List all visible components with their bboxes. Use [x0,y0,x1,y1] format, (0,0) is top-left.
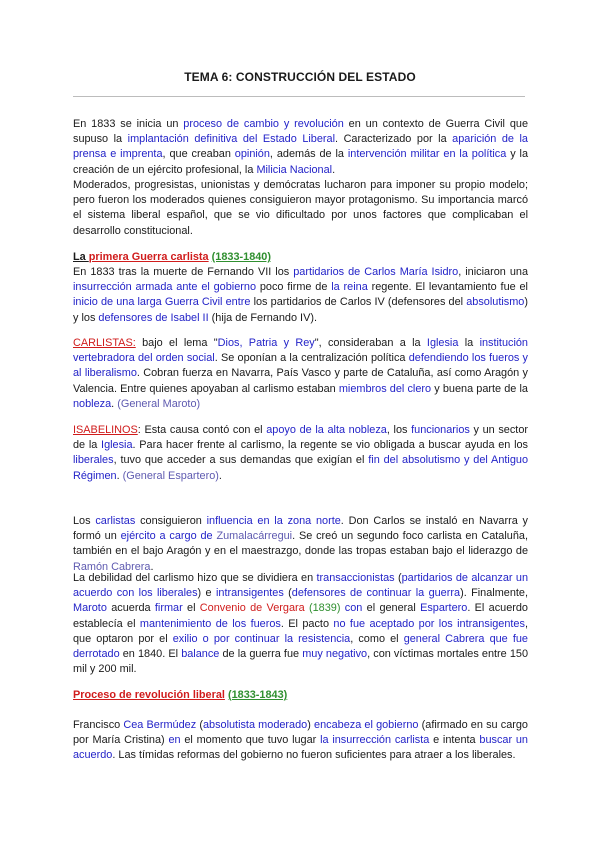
debilidad-carlismo-paragraph-span: defensores de continuar la guerra [291,587,461,600]
revolucion-liberal-paragraph-span: absolutista moderado [202,719,308,731]
debilidad-carlismo-paragraph-span: ( [394,572,402,584]
isabelinos-paragraph-span: Iglesia [101,439,133,452]
carlistas-paragraph-span: . Se oponían a la centralización política [214,352,409,365]
debilidad-carlismo-paragraph-span: , con víctimas mortales entre 150 mil y 200 mil. [73,648,529,676]
guerra-carlista-paragraph-span: poco firme de [256,281,332,294]
guerra-carlista-paragraph-span: insurrección armada ante el gobierno [73,281,257,294]
guerra-carlista-paragraph-span: En 1833 tras la muerte de Fernando VII los [73,266,294,278]
isabelinos-paragraph-span: , tuvo que acceder a sus demandas que exigían el [113,454,369,467]
revolucion-liberal-paragraph-span: la insurrección carlista [320,734,430,747]
guerra-carlista-paragraph-span: absolutismo [466,296,525,309]
intro-paragraph-1-span: En 1833 se inicia un [73,118,184,130]
carlistas-paragraph-span: Iglesia [426,337,459,349]
isabelinos-paragraph-span: y un sector de la [73,424,529,452]
heading-revolucion-liberal [73,688,528,703]
carlistas-influencia-paragraph-span: Ramón Cabrera [73,560,151,573]
debilidad-carlismo-paragraph-span: ) e [197,587,216,600]
debilidad-carlismo-paragraph-span: con [344,602,363,615]
carlistas-influencia-paragraph-span: ejército a cargo de [120,530,213,543]
revolucion-liberal-paragraph-span: . Las tímidas reformas del gobierno no fueron suficientes para atraer a los liberales. [112,749,516,762]
carlistas-influencia-paragraph-span: . [150,560,154,573]
intro-paragraph-1-span: aparición de la prensa e imprenta [73,133,528,161]
debilidad-carlismo-paragraph [73,571,528,677]
intro-paragraph-1-span: . [332,163,336,176]
revolucion-liberal-paragraph-span: (afirmado en su cargo por María Cristina) [73,719,528,747]
intro-paragraph-2-span: Moderados, progresistas, unionistas y demócratas lucharon para imponer su propio modelo; pero fueron los moderados quienes consiguieron mayor protagonismo. Su importancia marcó el sistema liberal español, que se vio dificultado por unos factores que complicaban el desarrollo constitucional. [73,179,528,237]
guerra-carlista-paragraph-span: , iniciaron una [458,266,528,278]
guerra-carlista-paragraph-span: ) y los [73,296,528,324]
debilidad-carlismo-paragraph-span: ). Finalmente, [460,587,528,600]
revolucion-liberal-paragraph [73,718,528,764]
intro-paragraph-1-span: Milicia Nacional [256,163,333,176]
debilidad-carlismo-paragraph-span: balance [181,648,220,661]
guerra-carlista-paragraph-span: defensores de Isabel II [98,311,209,324]
carlistas-paragraph-span: bajo el lema " [135,337,218,349]
carlistas-paragraph-span: institución vertebradora del orden social [73,337,528,365]
intro-paragraph-1-span: opinión [234,148,270,161]
revolucion-liberal-paragraph-span: e intenta [429,734,480,747]
intro-paragraph-1-span: y la creación de un ejército profesional, la [73,148,529,176]
debilidad-carlismo-paragraph-span: el [182,602,200,615]
revolucion-liberal-paragraph-span: ) [307,719,315,731]
intro-paragraph-1-span: en un contexto de Guerra Civil que supuso la [73,118,528,146]
debilidad-carlismo-paragraph-span: acuerda [106,602,155,615]
carlistas-influencia-paragraph-span: Zumalacárregui [216,530,293,543]
intro-paragraph-1-span: intervención militar en la política [347,148,507,161]
debilidad-carlismo-paragraph-span: firmar [154,602,183,615]
carlistas-influencia-paragraph-span: influencia en la zona norte [206,515,341,527]
debilidad-carlismo-paragraph-span: transaccionistas [316,572,395,584]
heading-primera-guerra-carlista-span: (1833-1840) [211,251,271,263]
carlistas-influencia-paragraph-span: consiguieron [135,515,207,527]
isabelinos-paragraph-span: liberales [73,454,114,467]
isabelinos-paragraph-span: . Para hacer frente al carlismo, la regente se vio obligada a buscar ayuda en los [132,439,528,452]
heading-revolucion-liberal-span: Proceso de revolución liberal [73,689,225,701]
debilidad-carlismo-paragraph-span: el general [362,602,421,615]
title-divider [73,96,525,97]
carlistas-influencia-paragraph-span: . Se creó un segundo foco carlista en Cataluña, también en el bajo Aragón y en el maestrazgo, donde las tropas estaban bajo el liderazgo de [73,530,528,558]
guerra-carlista-paragraph-span: partidarios de Carlos María Isidro [293,266,459,278]
debilidad-carlismo-paragraph-span: . El pacto [280,617,334,630]
carlistas-paragraph-span: . [111,397,118,410]
debilidad-carlismo-paragraph-span: , que optaron por el [73,617,528,645]
intro-paragraph-1-span: , que creaban [162,148,235,161]
revolucion-liberal-paragraph-span: Francisco [73,719,124,731]
debilidad-carlismo-paragraph-span: exilio o por continuar la resistencia [172,632,351,645]
intro-paragraph-1-span: proceso de cambio y revolución [183,118,344,130]
carlistas-influencia-paragraph-span: . Don Carlos se instaló en Navarra y formó un [73,515,529,543]
intro-paragraph-1-span: implantación definitiva del Estado Liberal [127,133,336,146]
revolucion-liberal-paragraph-span: ( [196,719,203,731]
debilidad-carlismo-paragraph-span: muy negativo [302,648,368,661]
carlistas-paragraph-span: defendiendo los fueros y al liberalismo [73,352,529,380]
debilidad-carlismo-paragraph-span: , como el [350,632,404,645]
guerra-carlista-paragraph-span: los partidarios de Carlos IV (defensores del [250,296,467,309]
guerra-carlista-paragraph-span: (hija de Fernando IV). [208,311,317,324]
guerra-carlista-paragraph [73,265,528,326]
isabelinos-paragraph-span: apoyo de la alta nobleza [266,424,387,436]
carlistas-influencia-paragraph-span: Los [73,515,96,527]
debilidad-carlismo-paragraph-span: Maroto [73,602,107,615]
revolucion-liberal-paragraph-span: Cea Bermúdez [123,719,197,731]
heading-primera-guerra-carlista-span: primera Guerra carlista [88,251,209,263]
debilidad-carlismo-paragraph-span: Convenio de Vergara [199,602,305,615]
page-title: TEMA 6: CONSTRUCCIÓN DEL ESTADO [184,70,416,84]
carlistas-influencia-paragraph-span: carlistas [95,515,136,527]
debilidad-carlismo-paragraph-span: . El acuerdo establecía el [73,602,528,630]
revolucion-liberal-paragraph-span: en [168,734,181,747]
isabelinos-paragraph-span: fin del absolutismo y del Antiguo Régimen [73,454,528,482]
isabelinos-paragraph-span: : Esta causa contó con el [137,424,267,436]
carlistas-paragraph [73,336,528,412]
guerra-carlista-paragraph-span: regente. El levantamiento fue el [367,281,528,294]
carlistas-paragraph-span: miembros del clero [338,382,432,395]
carlistas-paragraph-span: CARLISTAS: [73,337,136,349]
carlistas-paragraph-span: la [458,337,480,349]
isabelinos-paragraph-span: funcionarios [411,424,470,436]
debilidad-carlismo-paragraph-span: ( [283,587,292,600]
carlistas-paragraph-span: . Cobran fuerza en Navarra, País Vasco y parte de Cataluña, así como Aragón y Valencia. Entre quienes apoyaban al carlismo estaban [73,367,528,395]
carlistas-paragraph-span: y buena parte de la [431,382,528,395]
debilidad-carlismo-paragraph-span: Espartero [420,602,468,615]
guerra-carlista-paragraph-span: la reina [331,281,368,294]
debilidad-carlismo-paragraph-span: partidarios de alcanzar un acuerdo con los liberales [73,572,528,600]
debilidad-carlismo-paragraph-span: La debilidad del carlismo hizo que se dividiera en [73,572,317,584]
carlistas-paragraph-span: (General Maroto) [117,397,201,410]
revolucion-liberal-paragraph-span: encabeza el gobierno [314,719,419,731]
isabelinos-paragraph-span: . [116,469,123,482]
intro-paragraph-1-span: . Caracterizado por la [335,133,453,146]
intro-paragraph-2 [73,178,528,239]
isabelinos-paragraph [73,423,528,484]
isabelinos-paragraph-span: ISABELINOS [73,424,138,436]
carlistas-paragraph-span: nobleza [73,397,112,410]
intro-paragraph-1 [73,117,528,178]
debilidad-carlismo-paragraph-span: general Cabrera que fue derrotado [73,632,528,661]
carlistas-paragraph-span: ", consideraban a la [314,337,427,349]
guerra-carlista-paragraph-span: inicio de una larga Guerra Civil entre [73,296,251,309]
intro-paragraph-1-span: , además de la [269,148,348,161]
isabelinos-paragraph-span: . [218,469,222,482]
carlistas-influencia-paragraph [73,514,528,575]
isabelinos-paragraph-span: , los [386,424,412,436]
debilidad-carlismo-paragraph-span: en 1840. El [119,648,182,661]
revolucion-liberal-paragraph-span: el momento que tuvo lugar [180,734,321,747]
debilidad-carlismo-paragraph-span: (1839) [309,602,341,615]
isabelinos-paragraph-span: (General Espartero) [122,469,219,482]
heading-primera-guerra-carlista-span: La [73,251,89,263]
heading-primera-guerra-carlista [73,250,528,265]
carlistas-paragraph-span: Dios, Patria y Rey [217,337,315,349]
debilidad-carlismo-paragraph-span: mantenimiento de los fueros [139,617,281,630]
heading-revolucion-liberal-span: (1833-1843) [227,689,288,701]
debilidad-carlismo-paragraph-span: de la guerra fue [219,648,303,661]
debilidad-carlismo-paragraph-span: no fue aceptado por los intransigentes [333,617,525,630]
revolucion-liberal-paragraph-span: buscar un acuerdo [73,734,528,762]
debilidad-carlismo-paragraph-span: intransigentes [215,587,284,600]
